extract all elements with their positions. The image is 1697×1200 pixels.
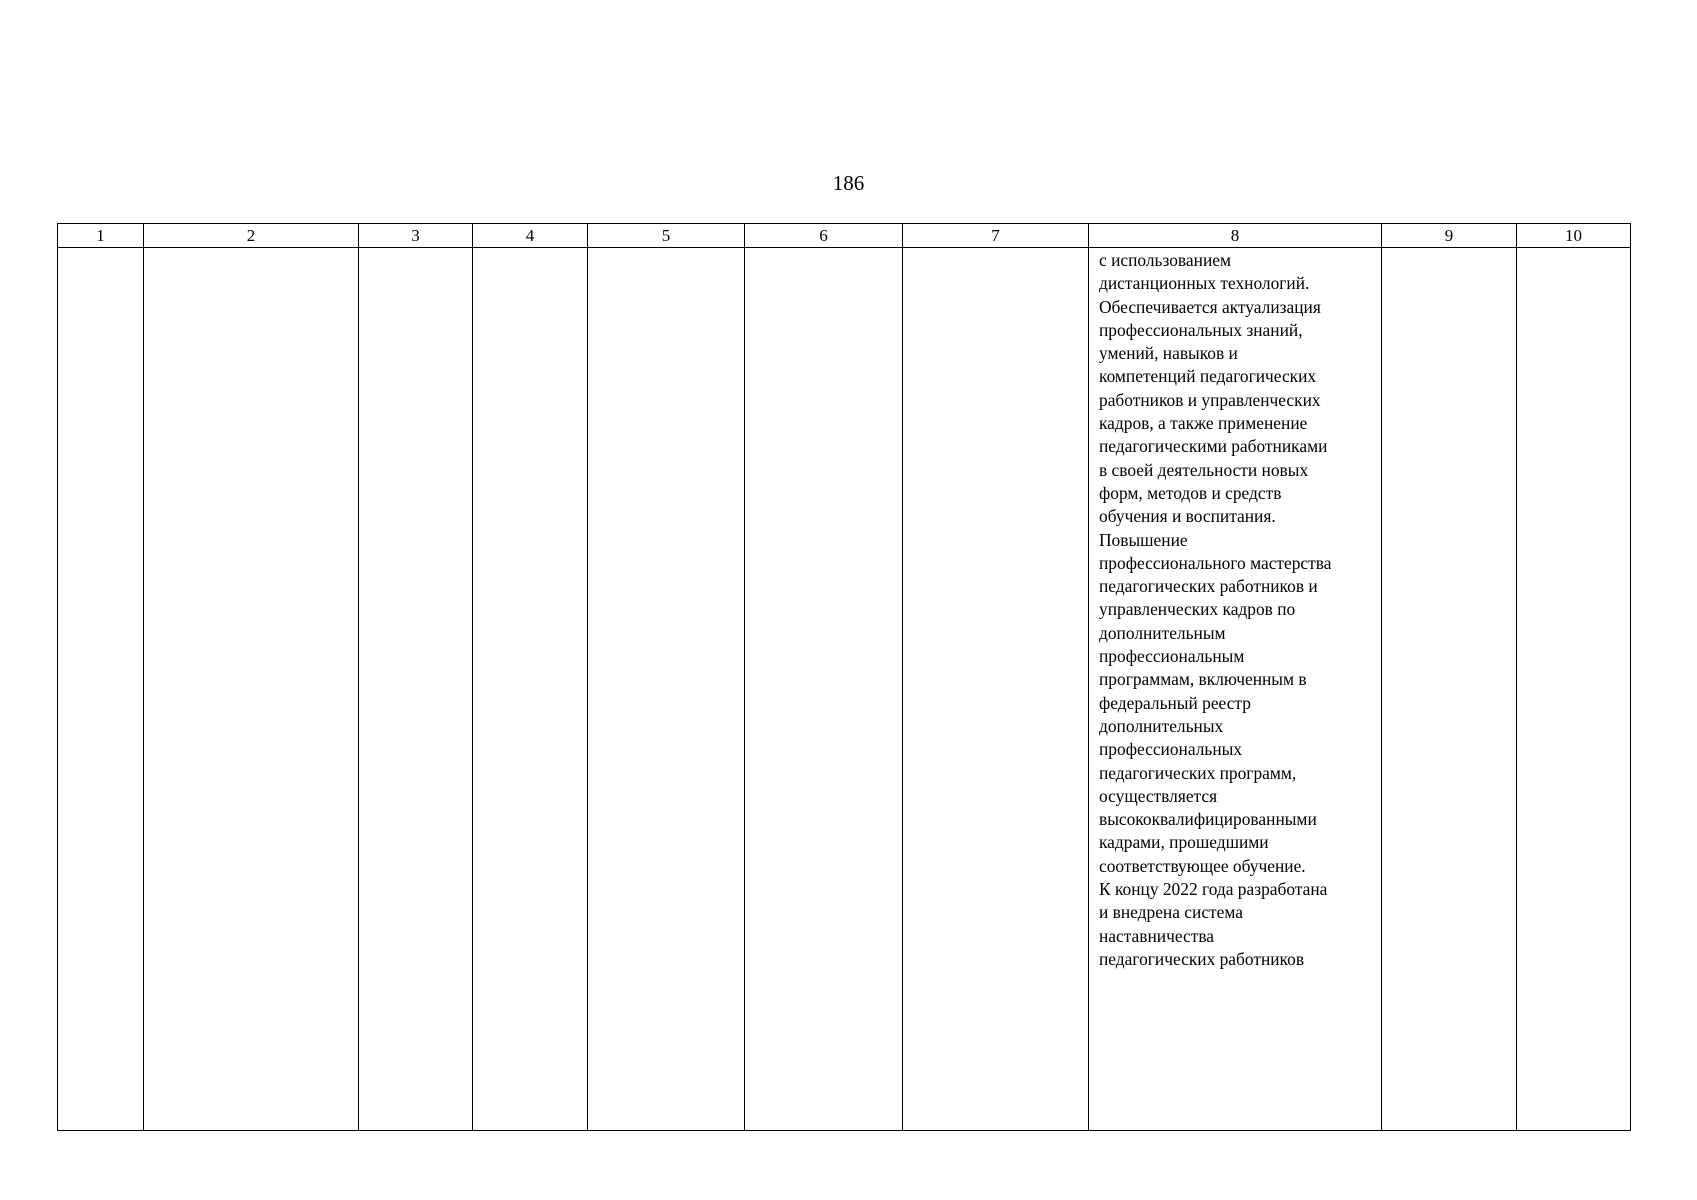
column-header-2: 2: [144, 224, 359, 248]
column-header-6: 6: [745, 224, 903, 248]
column-header-9: 9: [1382, 224, 1517, 248]
text-line: в своей деятельности новых: [1099, 459, 1309, 480]
text-line: дополнительным: [1099, 622, 1226, 643]
text-line: дистанционных технологий.: [1099, 273, 1310, 294]
column-header-8: 8: [1089, 224, 1382, 248]
column-header-10: 10: [1517, 224, 1631, 248]
text-line: осуществляется: [1099, 785, 1218, 806]
table-cell-col9: [1382, 248, 1517, 1131]
table-cell-col5: [588, 248, 745, 1131]
table-cell-col2: [144, 248, 359, 1131]
text-line: педагогических программ,: [1099, 762, 1297, 783]
text-line: управленческих кадров по: [1099, 599, 1296, 620]
table-cell-col6: [745, 248, 903, 1131]
text-line: педагогических работников: [1099, 948, 1305, 969]
text-line: профессиональным: [1099, 646, 1245, 667]
text-line: К концу 2022 года разработана: [1099, 879, 1328, 900]
text-line: профессиональных знаний,: [1099, 319, 1303, 340]
text-line: кадров, а также применение: [1099, 413, 1308, 434]
column-header-4: 4: [473, 224, 588, 248]
table-cell-col3: [359, 248, 473, 1131]
table-cell-col8: [1089, 248, 1382, 1131]
text-line: работников и управленческих: [1099, 389, 1321, 410]
column-header-5: 5: [588, 224, 745, 248]
text-line: и внедрена система: [1099, 902, 1243, 923]
text-line: высококвалифицированными: [1099, 809, 1317, 830]
data-table: [57, 223, 1631, 1131]
text-line: Повышение: [1099, 529, 1188, 550]
table-cell-col4: [473, 248, 588, 1131]
column-header-3: 3: [359, 224, 473, 248]
header-row: [58, 224, 1631, 248]
text-line: кадрами, прошедшими: [1099, 832, 1269, 853]
text-line: Обеспечивается актуализация: [1099, 296, 1321, 317]
text-line: обучения и воспитания.: [1099, 506, 1276, 527]
text-line: федеральный реестр: [1099, 692, 1251, 713]
column-header-1: 1: [58, 224, 144, 248]
text-line: компетенций педагогических: [1099, 366, 1317, 387]
cell-text-block: [1089, 248, 1381, 971]
text-line: соответствующее обучение.: [1099, 855, 1306, 876]
table-cell-col10: [1517, 248, 1631, 1131]
text-line: дополнительных: [1099, 715, 1224, 736]
text-line: умений, навыков и: [1099, 343, 1238, 364]
text-line: форм, методов и средств: [1099, 482, 1282, 503]
text-line: педагогических работников и: [1099, 576, 1318, 597]
text-line: профессионального мастерства: [1099, 552, 1332, 573]
text-line: наставничества: [1099, 925, 1215, 946]
table-cell-col7: [903, 248, 1089, 1131]
column-header-7: 7: [903, 224, 1089, 248]
table-row: [58, 248, 1631, 1131]
page-number: 186: [832, 171, 865, 195]
text-line: профессиональных: [1099, 739, 1243, 760]
text-line: программам, включенным в: [1099, 669, 1307, 690]
text-line: с использованием: [1099, 250, 1231, 270]
table-cell-col1: [58, 248, 144, 1131]
text-line: педагогическими работниками: [1099, 436, 1328, 457]
